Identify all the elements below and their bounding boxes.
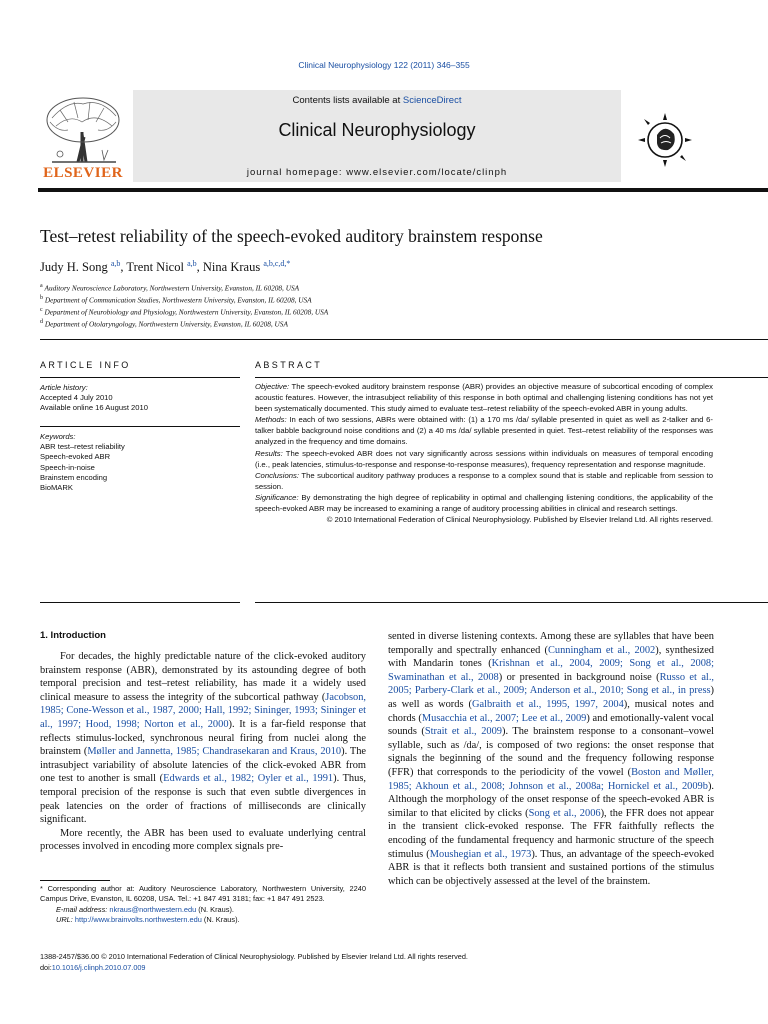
abstract-objective	[255, 381, 713, 414]
citation-link[interactable]: Cunningham et al., 2002	[547, 644, 656, 656]
abstract-rule	[255, 602, 768, 603]
body-paragraph	[40, 650, 366, 827]
body-column-right	[388, 630, 714, 888]
article-info-rule	[40, 426, 240, 427]
abstract-heading: ABSTRACT	[255, 360, 323, 370]
author-name: Judy H. Song	[40, 260, 108, 275]
article-info-heading: ARTICLE INFO	[40, 360, 131, 370]
abstract-methods	[255, 414, 713, 447]
abstract-text: The subcortical auditory pathway produces a response to a complex sound that is stable and replicable from session to session.	[255, 470, 713, 491]
abstract-label: Methods:	[255, 415, 287, 425]
body-text: ), synthesized with Mandarin tones (	[388, 644, 714, 670]
keyword: Speech-in-noise	[40, 462, 95, 472]
abstract-label: Objective:	[255, 382, 290, 391]
abstract-label: Conclusions:	[255, 470, 300, 480]
journal-title[interactable]: Clinical Neurophysiology	[278, 120, 476, 140]
author-affil-sup[interactable]: a,b,c,d,*	[263, 259, 291, 268]
email-label: E-mail address:	[56, 904, 108, 914]
section-rule	[40, 339, 768, 340]
body-text: For decades, the highly predictable nature of the click-evoked auditory brainstem response (ABR), demonstrated by its astounding degree of both temporal precision and test–retest reliability, has made it a widely used clinical measure to assess the integrity of the subcortical pathway (	[40, 651, 366, 703]
author-name: , Trent Nicol	[120, 260, 184, 275]
url-suffix: (N. Kraus).	[201, 915, 240, 925]
affiliation	[40, 283, 740, 292]
journal-cover-emblem-icon	[630, 105, 700, 175]
abstract-text: In each of two sessions, ABRs were obtained with: (1) a 170 ms /da/ syllable presented in quiet as well as 2-talker and 6-talker babble background noise conditions and (2) a 40 ms /da/ syllable presented in quiet. Test–retest reliability of the responses was analyzed in the frequency and time domains.	[255, 415, 713, 447]
elsevier-wordmark[interactable]: ELSEVIER	[43, 165, 123, 181]
body-text: ), the FFR does not appear in the transient click-evoked response. The FFR faithfully reflects the encoding of the fundamental frequency and harmonic structure of the speech stimulus (	[388, 807, 714, 860]
section-heading: 1. Introduction	[40, 630, 106, 641]
abstract-text: By demonstrating the high degree of replicability in optimal and challenging listening conditions, the applicability of the speech-evoked ABR may be increased to examining a range of auditory processing abilities in clinical and research settings.	[255, 492, 713, 514]
body-text: ). The intrasubject variability of absolute latencies of the click-evoked ABR from one test to another is small (	[40, 746, 367, 785]
abstract-copyright: © 2010 International Federation of Clinical Neurophysiology. Published by Elsevier Ireland Ltd. All rights reserved.	[326, 515, 713, 525]
abstract-body	[255, 381, 713, 525]
affil-letter: c	[40, 307, 43, 313]
article-title: Test–retest reliability of the speech-evoked auditory brainstem response	[40, 226, 543, 246]
keyword: Speech-evoked ABR	[40, 452, 111, 462]
online-date: Available online 16 August 2010	[40, 403, 148, 413]
affil-text: Department of Communication Studies, Northwestern University, Evanston, IL 60208, USA	[44, 295, 312, 305]
abstract-rule	[255, 377, 768, 378]
citation-link[interactable]: Strait et al., 2009	[424, 726, 502, 738]
corresponding-author: * Corresponding author at: Auditory Neuroscience Laboratory, Northwestern University, 2240 Campus Drive, Evanston, IL 60208, USA. Tel.: +1 847 491 3181; fax: +1 847 491 2523.	[40, 884, 366, 904]
citation-link[interactable]: Russo et al., 2005; Parbery-Clark et al., 2009; Anderson et al., 2010; Song et al., in press	[388, 671, 715, 697]
affil-text: Department of Neurobiology and Physiology, Northwestern University, Evanston, IL 60208, USA	[44, 307, 329, 317]
body-text: ) as well as words (	[388, 685, 714, 710]
author-affil-sup[interactable]: a,b	[187, 259, 197, 268]
header-rule	[38, 188, 768, 192]
affiliation	[40, 307, 740, 316]
corresponding-footnote	[40, 884, 366, 926]
affil-letter: a	[40, 283, 43, 289]
sciencedirect-link[interactable]: ScienceDirect	[402, 95, 462, 106]
history-label: Article history:	[40, 383, 88, 392]
author-affil-sup[interactable]: a,b	[110, 259, 121, 268]
body-text: ). The brainstem response to a consonant–vowel syllable, such as /da/, is composed of two regions: the onset response that signals the beginning of the sound and the frequency following response (FFR) that corresponds to the periodicity of the vowel (	[388, 726, 714, 778]
article-info-rule	[40, 602, 240, 603]
keyword: BioMARK	[40, 483, 73, 493]
body-text: ). Thus, temporal precision of the response is such that even subtle divergences in peak latencies on the order of fractions of milliseconds are clinically significant.	[40, 773, 366, 826]
footnote-rule	[40, 880, 110, 881]
article-info-rule	[40, 377, 240, 378]
citation-link[interactable]: Krishnan et al., 2004, 2009; Song et al., 2008; Swaminathan et al., 2008	[388, 658, 714, 683]
journal-homepage[interactable]: journal homepage: www.elsevier.com/locate/clinph	[246, 167, 508, 178]
citation-link[interactable]: Song et al., 2006	[528, 807, 601, 819]
body-text: ), musical notes and chords (	[388, 698, 715, 724]
citation-link[interactable]: Møller and Jannetta, 1985; Chandrasekaran and Kraus, 2010	[87, 746, 342, 758]
abstract-text: The speech-evoked ABR does not vary significantly across sessions within individuals on measures of temporal encoding (i.e., peak latencies, stimulus-to-response and response-to-response measures), frequency representation and response magnitude.	[255, 448, 713, 469]
citation-link[interactable]: Galbraith et al., 1995, 1997, 2004	[471, 698, 624, 710]
affil-text: Department of Otolaryngology, Northwestern University, Evanston, IL 60208, USA	[44, 319, 288, 329]
article-history	[40, 383, 240, 414]
abstract-label: Results:	[255, 448, 283, 458]
contents-available	[133, 95, 621, 106]
page-footer	[40, 952, 740, 974]
keywords	[40, 432, 240, 493]
body-text: ) and emotionally-valent vocal sounds (	[388, 712, 714, 738]
author-list	[40, 259, 740, 275]
affiliation	[40, 295, 740, 304]
citation-link[interactable]: Musacchia et al., 2007; Lee et al., 2009	[421, 712, 587, 724]
citation-link[interactable]: Boston and Møller, 1985; Akhoun et al., 2008; Johnson et al., 2008a; Hornickel et al., 2009b	[388, 766, 714, 792]
affil-letter: b	[40, 295, 43, 301]
abstract-significance	[255, 492, 713, 514]
abstract-conclusions	[255, 470, 713, 492]
contents-prefix: Contents lists available at	[292, 95, 403, 106]
abstract-results	[255, 448, 713, 470]
email-suffix: (N. Kraus).	[196, 904, 234, 914]
affil-letter: d	[40, 319, 43, 325]
citation-link[interactable]: Jacobson, 1985; Cone-Wesson et al., 1987, 2000; Hall, 1992; Sininger, 1993; Sininger et al., 1997; Hood, 1998; Norton et al., 2000	[40, 691, 366, 730]
body-column-left	[40, 650, 366, 854]
doi-link[interactable]: 10.1016/j.clinph.2010.07.009	[51, 962, 146, 972]
journal-citation[interactable]: Clinical Neurophysiology 122 (2011) 346–355	[298, 60, 470, 70]
abstract-label: Significance:	[255, 492, 299, 502]
citation-link[interactable]: Moushegian et al., 1973	[429, 848, 532, 860]
affiliation	[40, 319, 740, 328]
body-text: ). It is a far-field response that reflects stimulus-locked, synchronous neural firing from nuclei along the brainstem (	[40, 718, 367, 758]
citation-link[interactable]: Edwards et al., 1982; Oyler et al., 1991	[163, 773, 334, 785]
author-name: , Nina Kraus	[196, 260, 261, 275]
body-text: ). Thus, an advantage of the speech-evoked ABR is that it reflects both transient and sustained portions of the stimulus which can be objectively assessed at the level of the brainstem.	[388, 848, 715, 887]
body-paragraph	[388, 630, 714, 888]
issn-copyright: 1388-2457/$36.00 © 2010 International Federation of Clinical Neurophysiology. Published by Elsevier Ireland Ltd. All rights reserved.	[40, 952, 468, 961]
abstract-text: The speech-evoked auditory brainstem response (ABR) provides an objective measure of subcortical encoding of complex acoustic features. However, the intrasubject reliability of this response in both optimal and challenging listening conditions has not yet been systematically documented. This study aimed to evaluate test–retest reliability of the speech-evoked ABR in young adults.	[255, 382, 713, 414]
url-link[interactable]: http://www.brainvolts.northwestern.edu	[74, 915, 202, 925]
body-text: sented in diverse listening contexts. Among these are syllables that have been temporally and spectrally enhanced (	[388, 631, 714, 656]
body-text: ) or presented in background noise (	[498, 671, 660, 683]
url-label: URL:	[56, 915, 73, 925]
accepted-date: Accepted 4 July 2010	[40, 393, 113, 403]
keywords-label: Keywords:	[40, 432, 76, 441]
affil-text: Auditory Neuroscience Laboratory, Northwestern University, Evanston, IL 60208, USA	[44, 283, 300, 293]
email-link[interactable]: nkraus@northwestern.edu	[109, 904, 197, 914]
body-paragraph: More recently, the ABR has been used to evaluate underlying central processes involved in encoding more complex signals pre-	[40, 827, 366, 853]
keyword: Brainstem encoding	[40, 472, 108, 482]
doi-label: doi:	[40, 962, 52, 972]
body-text: ). Although the morphology of the onset response of the speech-evoked ABR is similar to that elicited by clicks (	[388, 780, 714, 819]
keyword: ABR test–retest reliability	[40, 442, 125, 452]
